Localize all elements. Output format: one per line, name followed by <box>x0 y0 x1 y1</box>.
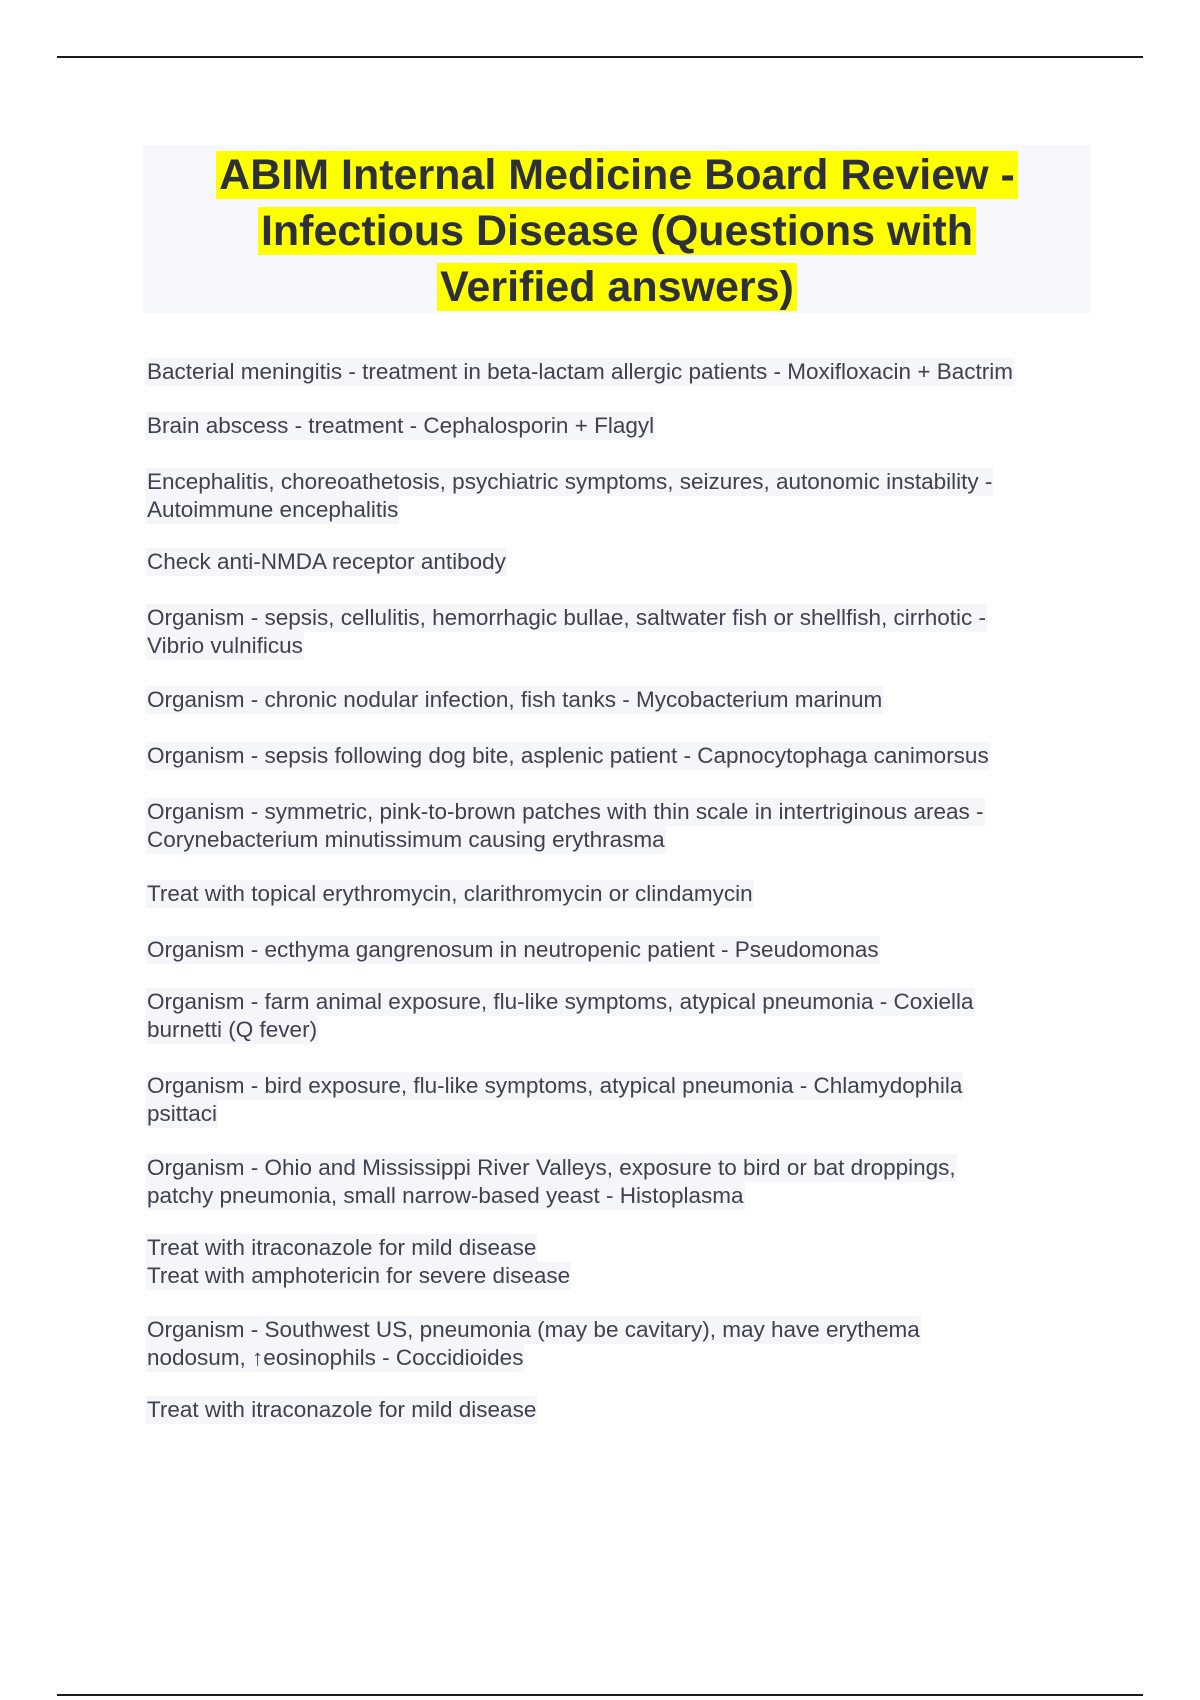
qa-entry <box>146 686 1106 714</box>
qa-entry-line: Check anti-NMDA receptor antibody <box>147 549 506 574</box>
qa-entry-line: Encephalitis, choreoathetosis, psychiatric symptoms, seizures, autonomic instability - <box>147 469 993 494</box>
qa-entry-line: Organism - sepsis, cellulitis, hemorrhagic bullae, saltwater fish or shellfish, cirrhotic - <box>147 605 987 630</box>
title-line: ABIM Internal Medicine Board Review - <box>216 151 1018 199</box>
qa-entry-line: Organism - ecthyma gangrenosum in neutropenic patient - Pseudomonas <box>147 937 879 962</box>
qa-entry <box>146 548 1106 576</box>
top-rule <box>57 56 1143 58</box>
document-title <box>143 145 1091 315</box>
qa-entry-line: Organism - bird exposure, flu-like symptoms, atypical pneumonia - Chlamydophila <box>147 1073 963 1098</box>
qa-entry <box>146 1072 1106 1128</box>
qa-entry-line: Corynebacterium minutissimum causing erythrasma <box>147 827 665 852</box>
qa-entry <box>146 1154 1106 1210</box>
qa-entry-line: patchy pneumonia, small narrow-based yeast - Histoplasma <box>147 1183 744 1208</box>
qa-entry-line: Organism - symmetric, pink-to-brown patches with thin scale in intertriginous areas - <box>147 799 984 824</box>
qa-entry <box>146 468 1106 524</box>
qa-entry-line: Treat with itraconazole for mild disease <box>147 1397 537 1422</box>
qa-entry-line: Autoimmune encephalitis <box>147 497 399 522</box>
qa-entry <box>146 1396 1106 1424</box>
title-line: Verified answers) <box>437 263 797 311</box>
qa-entry <box>146 604 1106 660</box>
qa-entry <box>146 1316 1106 1372</box>
qa-entry <box>146 1234 1106 1290</box>
qa-entry-line: Organism - chronic nodular infection, fish tanks - Mycobacterium marinum <box>147 687 883 712</box>
qa-entry <box>146 798 1106 854</box>
title-block <box>143 145 1091 313</box>
qa-entry-line: Treat with amphotericin for severe disease <box>147 1263 571 1288</box>
bottom-rule <box>57 1694 1143 1696</box>
qa-entry-line: Organism - sepsis following dog bite, asplenic patient - Capnocytophaga canimorsus <box>147 743 989 768</box>
qa-entry-line: psittaci <box>147 1101 218 1126</box>
qa-entry-line: Organism - farm animal exposure, flu-like symptoms, atypical pneumonia - Coxiella <box>147 989 974 1014</box>
qa-entry <box>146 358 1106 386</box>
qa-entry-line: burnetti (Q fever) <box>147 1017 318 1042</box>
qa-entry <box>146 936 1106 964</box>
qa-entry-line: nodosum, ↑eosinophils - Coccidioides <box>147 1345 524 1370</box>
qa-entry <box>146 412 1106 440</box>
qa-entry <box>146 880 1106 908</box>
qa-entry-line: Organism - Ohio and Mississippi River Valleys, exposure to bird or bat droppings, <box>147 1155 956 1180</box>
qa-entry-line: Brain abscess - treatment - Cephalosporin + Flagyl <box>147 413 655 438</box>
qa-entry <box>146 988 1106 1044</box>
qa-entry-line: Treat with itraconazole for mild disease <box>147 1235 537 1260</box>
qa-entry-line: Organism - Southwest US, pneumonia (may be cavitary), may have erythema <box>147 1317 920 1342</box>
qa-entry <box>146 742 1106 770</box>
qa-list <box>146 358 1106 1424</box>
qa-entry-line: Vibrio vulnificus <box>147 633 303 658</box>
qa-entry-line: Bacterial meningitis - treatment in beta-lactam allergic patients - Moxifloxacin + Bactrim <box>147 359 1013 384</box>
title-line: Infectious Disease (Questions with <box>258 207 976 255</box>
qa-entry-line: Treat with topical erythromycin, clarithromycin or clindamycin <box>147 881 753 906</box>
